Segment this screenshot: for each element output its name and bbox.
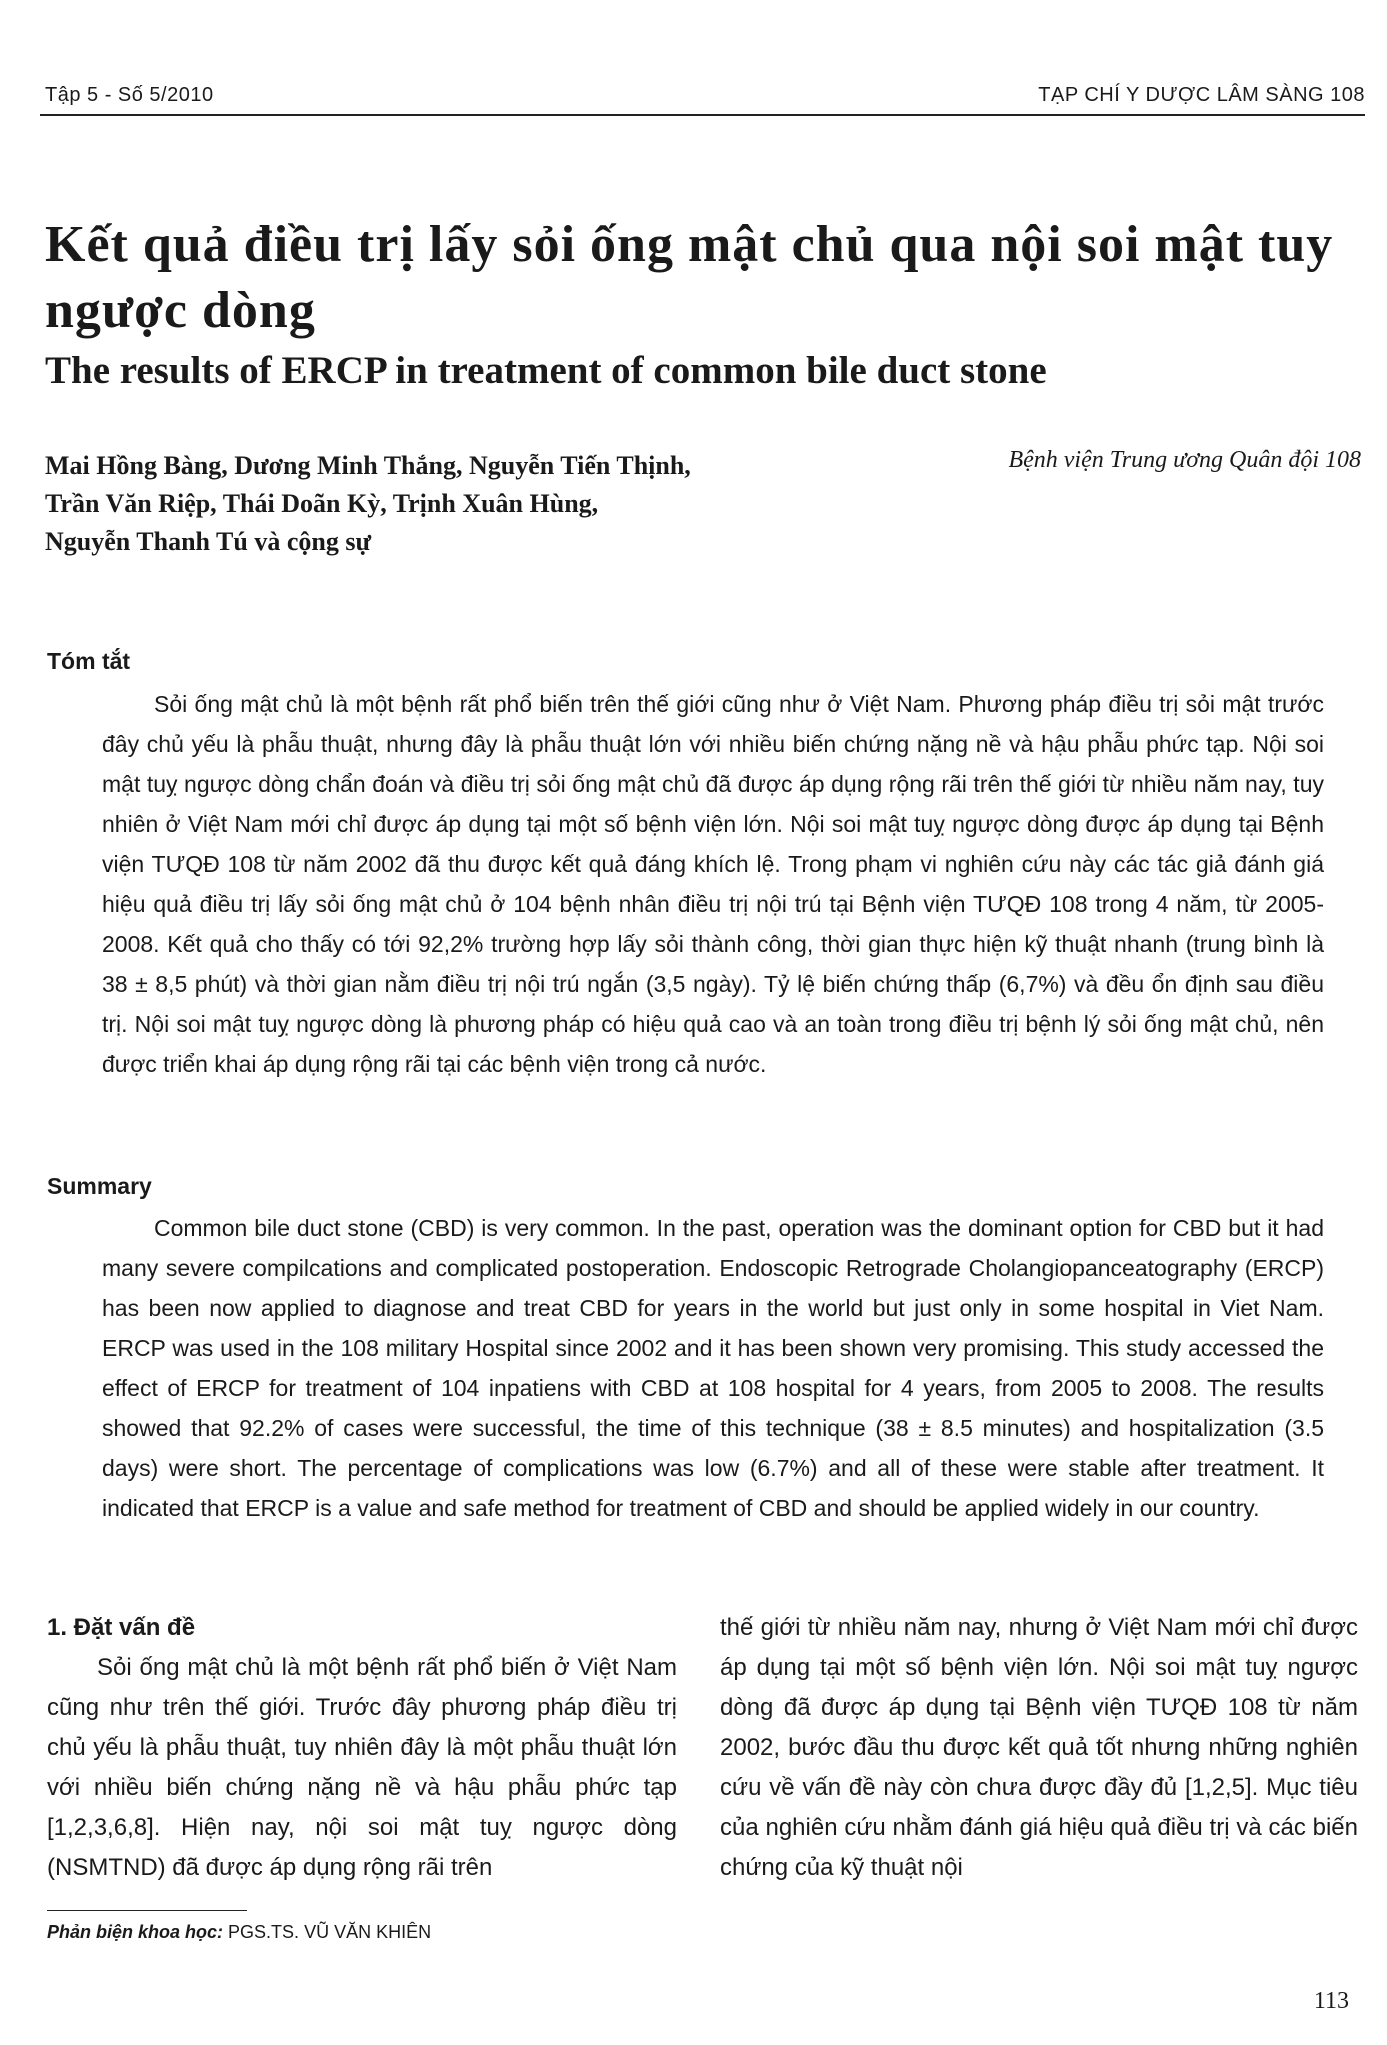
article-title-english: The results of ERCP in treatment of common bile duct stone — [45, 349, 1047, 392]
right-column — [720, 1608, 1358, 1888]
author-affiliation: Bệnh viện Trung ương Quân đội 108 — [1008, 447, 1361, 473]
header-rule — [40, 114, 1365, 116]
running-header-issue: Tập 5 - Số 5/2010 — [45, 84, 214, 106]
author-line: Mai Hồng Bàng, Dương Minh Thắng, Nguyễn Tiến Thịnh, — [45, 451, 691, 480]
left-column — [47, 1648, 677, 1888]
footnote-rule — [47, 1910, 247, 1911]
section-1-heading: 1. Đặt vấn đề — [47, 1614, 196, 1641]
running-header-journal: TẠP CHÍ Y DƯỢC LÂM SÀNG 108 — [1038, 84, 1365, 106]
abstract-vi-paragraph: Sỏi ống mật chủ là một bệnh rất phổ biến trên thế giới cũng như ở Việt Nam. Phương pháp điều trị sỏi mật trước đây chủ yếu là phẫu thuật, nhưng đây là phẫu thuật lớn với nhiều biến chứng nặng nề và hậu phẫu phức tạp. Nội soi mật tuỵ ngược dòng chẩn đoán và điều trị sỏi ống mật chủ đã được áp dụng rộng rãi trên thế giới từ nhiều năm nay, tuy nhiên ở Việt Nam mới chỉ được áp dụng tại một số bệnh viện lớn. Nội soi mật tuỵ ngược dòng được áp dụng tại Bệnh viện TƯQĐ 108 từ năm 2002 đã thu được kết quả đáng khích lệ. Trong phạm vi nghiên cứu này các tác giả đánh giá hiệu quả điều trị lấy sỏi ống mật chủ ở 104 bệnh nhân điều trị nội trú tại Bệnh viện TƯQĐ 108 trong 4 năm, từ 2005-2008. Kết quả cho thấy có tới 92,2% trường hợp lấy sỏi thành công, thời gian thực hiện kỹ thuật nhanh (trung bình là 38 ± 8,5 phút) và thời gian nằm điều trị nội trú ngắn (3,5 ngày). Tỷ lệ biến chứng thấp (6,7%) và đều ổn định sau điều trị. Nội soi mật tuỵ ngược dòng là phương pháp có hiệu quả cao và an toàn trong điều trị bệnh lý sỏi ống mật chủ, nên được triển khai áp dụng rộng rãi tại các bệnh viện trong cả nước. — [102, 691, 1324, 1077]
abstract-en-body — [102, 1208, 1324, 1528]
section-1-paragraph-left: Sỏi ống mật chủ là một bệnh rất phổ biến ở Việt Nam cũng như trên thế giới. Trước đây phương pháp điều trị chủ yếu là phẫu thuật, tuy nhiên đây là một phẫu thuật lớn với nhiều biến chứng nặng nề và hậu phẫu phức tạp [1,2,3,6,8]. Hiện nay, nội soi mật tuỵ ngược dòng (NSMTND) đã được áp dụng rộng rãi trên — [47, 1654, 677, 1881]
abstract-en-paragraph: Common bile duct stone (CBD) is very common. In the past, operation was the dominant option for CBD but it had many severe compilcations and complicated postoperation. Endoscopic Retrograde Cholangiopanceatography (ERCP) has been now applied to diagnose and treat CBD for years in the world but just only in some hospital in Viet Nam. ERCP was used in the 108 military Hospital since 2002 and it has been shown very promising. This study accessed the effect of ERCP for treatment of 104 inpatiens with CBD at 108 hospital for 4 years, from 2005 to 2008. The results showed that 92.2% of cases were successful, the time of this technique (38 ± 8.5 minutes) and hospitalization (3.5 days) were short. The percentage of complications was low (6.7%) and all of these were stable after treatment. It indicated that ERCP is a value and safe method for treatment of CBD and should be applied widely in our country. — [102, 1215, 1324, 1521]
abstract-vi-body — [102, 684, 1324, 1084]
section-1-paragraph-right: thế giới từ nhiều năm nay, nhưng ở Việt Nam mới chỉ được áp dụng tại một số bệnh viện lớn. Nội soi mật tuỵ ngược dòng đã được áp dụng tại Bệnh viện TƯQĐ 108 từ năm 2002, bước đầu thu được kết quả tốt nhưng những nghiên cứu về vấn đề này còn chưa được đầy đủ [1,2,5]. Mục tiêu của nghiên cứu nhằm đánh giá hiệu quả điều trị và các biến chứng của kỹ thuật nội — [720, 1614, 1358, 1881]
abstract-en-heading: Summary — [47, 1173, 152, 1199]
page-number: 113 — [1313, 1988, 1349, 2014]
footnote-label: Phản biện khoa học: — [47, 1922, 224, 1942]
article-title-vietnamese: Kết quả điều trị lấy sỏi ống mật chủ qua nội soi mật tuy ngược dòng — [45, 216, 1334, 339]
author-list — [45, 447, 691, 561]
abstract-vi-heading: Tóm tắt — [47, 648, 131, 674]
author-line: Nguyễn Thanh Tú và cộng sự — [45, 527, 372, 556]
author-line: Trần Văn Riệp, Thái Doãn Kỳ, Trịnh Xuân Hùng, — [45, 489, 599, 518]
footnote — [47, 1922, 431, 1943]
footnote-reviewer: PGS.TS. VŨ VĂN KHIÊN — [228, 1922, 432, 1942]
